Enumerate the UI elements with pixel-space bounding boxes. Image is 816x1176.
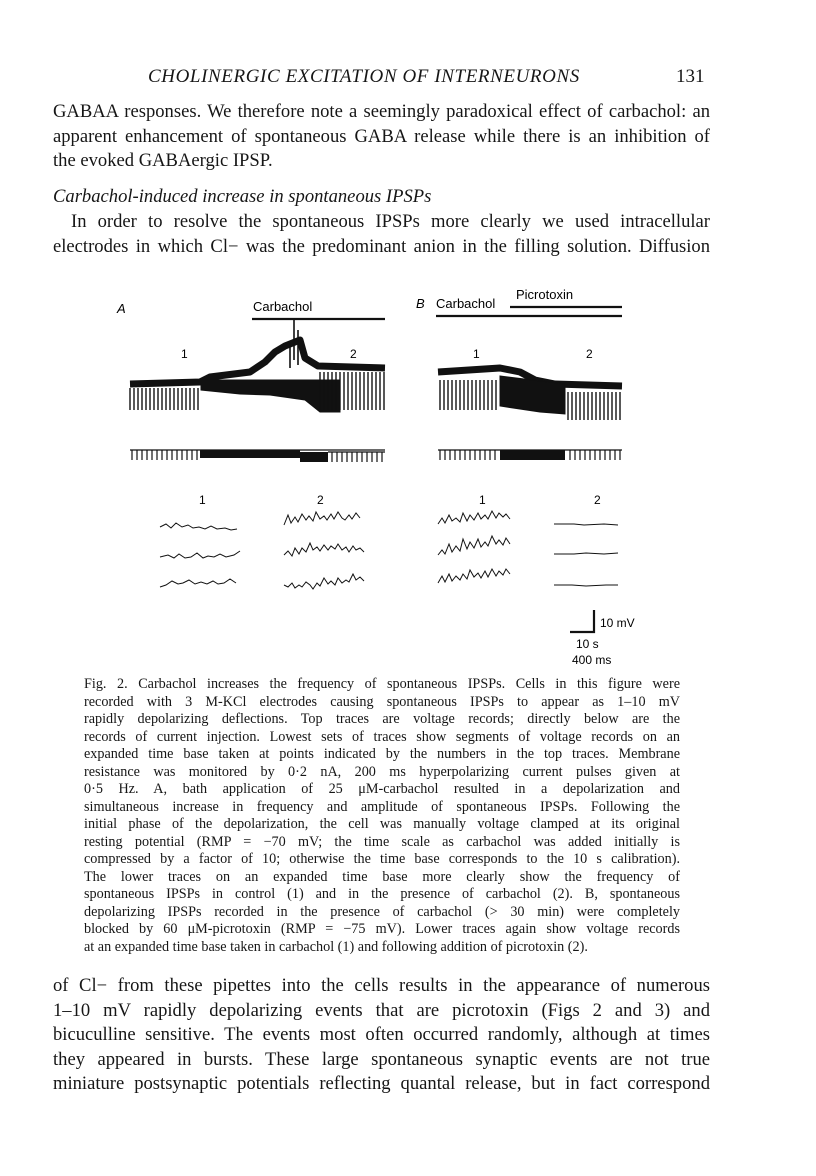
marker-a1-expanded: 1 <box>199 493 206 507</box>
carbachol-label-b: Carbachol <box>436 296 496 311</box>
panel-a-label: A <box>117 301 126 316</box>
caption-line: simultaneous increase in frequency and amplitude of spontaneous IPSPs. Following the <box>84 798 680 815</box>
scale-time-label-2: 400 ms <box>572 653 612 667</box>
text-line: the evoked GABAergic IPSP. <box>53 150 273 171</box>
figure-2-graphic <box>0 280 816 670</box>
figure-caption <box>84 676 680 956</box>
caption-line: compressed by a factor of 10; otherwise the time base corresponds to the 10 s calibration). <box>84 851 680 867</box>
running-head: CHOLINERGIC EXCITATION OF INTERNEURONS <box>148 66 580 87</box>
text-line: GABAA responses. We therefore note a seemingly paradoxical effect of carbachol: an <box>53 101 710 122</box>
caption-line: depolarizing IPSPs recorded in the presence of carbachol (> 30 min) were completely <box>84 903 680 920</box>
picrotoxin-label: Picrotoxin <box>516 287 574 302</box>
panel-a-voltage-trace <box>130 318 385 412</box>
panel-b-expanded-traces-2 <box>554 524 618 586</box>
caption-line: resting potential (RMP = −70 mV; the time scale as carbachol was added initially is <box>84 833 680 850</box>
caption-line: 0·5 Hz. A, bath application of 25 μM-carbachol resulted in a depolarization and <box>84 781 680 797</box>
marker-b2: 2 <box>586 347 593 361</box>
panel-b-label: B <box>416 296 425 311</box>
caption-line: expanded time base taken at points indicated by the numbers in the top traces. Membrane <box>84 746 680 762</box>
caption-line: rapidly depolarizing deflections. Top traces are voltage records; directly below are the <box>84 711 680 727</box>
caption-line: at an expanded time base taken in carbachol (1) and following addition of picrotoxin (2). <box>84 938 588 955</box>
intro-paragraph <box>53 100 710 174</box>
marker-a2: 2 <box>350 347 357 361</box>
marker-b2-expanded: 2 <box>594 493 601 507</box>
marker-b1-expanded: 1 <box>479 493 486 507</box>
section-heading: Carbachol-induced increase in spontaneous IPSPs <box>53 186 432 207</box>
caption-line: The lower traces on an expanded time base more clearly show the frequency of <box>84 868 680 885</box>
text-line: 1–10 mV rapidly depolarizing events that are picrotoxin (Figs 2 and 3) and <box>53 999 710 1021</box>
panel-a-expanded-traces-2 <box>284 512 364 589</box>
panel-b-current-trace <box>438 450 622 460</box>
page-number: 131 <box>676 66 705 87</box>
scale-bar <box>570 610 594 632</box>
section-paragraph <box>53 210 710 259</box>
body-paragraph <box>53 974 710 1097</box>
text-line: apparent enhancement of spontaneous GABA release while there is an inhibition of <box>53 125 710 147</box>
panel-b-expanded-traces-1 <box>438 511 510 583</box>
text-line: In order to resolve the spontaneous IPSPs more clearly we used intracellular <box>71 211 710 232</box>
panel-a-current-trace <box>130 450 385 462</box>
caption-line: recorded with 3 M-KCl electrodes causing spontaneous IPSPs to appear as 1–10 mV <box>84 693 680 710</box>
caption-line: records of current injection. Lowest sets of traces show segments of voltage records on an <box>84 728 680 745</box>
caption-line: resistance was monitored by 0·2 nA, 200 ms hyperpolarizing current pulses given at <box>84 763 680 780</box>
figure-2 <box>0 280 816 670</box>
text-line: miniature postsynaptic potentials reflecting quantal release, but in fact correspond <box>53 1073 710 1094</box>
scale-time-label: 10 s <box>576 637 599 651</box>
text-line: of Cl− from these pipettes into the cells results in the appearance of numerous <box>53 975 710 996</box>
scale-voltage-label: 10 mV <box>600 616 635 630</box>
carbachol-label-a: Carbachol <box>253 299 313 314</box>
marker-a1: 1 <box>181 347 188 361</box>
caption-line: initial phase of the depolarization, the cell was manually voltage clamped at its original <box>84 816 680 832</box>
caption-line: Fig. 2. Carbachol increases the frequency of spontaneous IPSPs. Cells in this figure were <box>84 676 680 692</box>
marker-b1: 1 <box>473 347 480 361</box>
panel-b-voltage-trace <box>438 368 622 420</box>
marker-a2-expanded: 2 <box>317 493 324 507</box>
text-line: bicuculline sensitive. The events most often occurred randomly, although at times <box>53 1024 710 1045</box>
caption-line: blocked by 60 μM-picrotoxin (RMP = −75 mV). Lower traces again show voltage records <box>84 921 680 937</box>
text-line: electrodes in which Cl− was the predominant anion in the filling solution. Diffusion <box>53 235 710 257</box>
text-line: they appeared in bursts. These large spontaneous synaptic events are not true <box>53 1048 710 1070</box>
panel-a-expanded-traces-1 <box>160 523 240 587</box>
caption-line: spontaneous IPSPs in control (1) and in the presence of carbachol (2). B, spontaneous <box>84 886 680 902</box>
